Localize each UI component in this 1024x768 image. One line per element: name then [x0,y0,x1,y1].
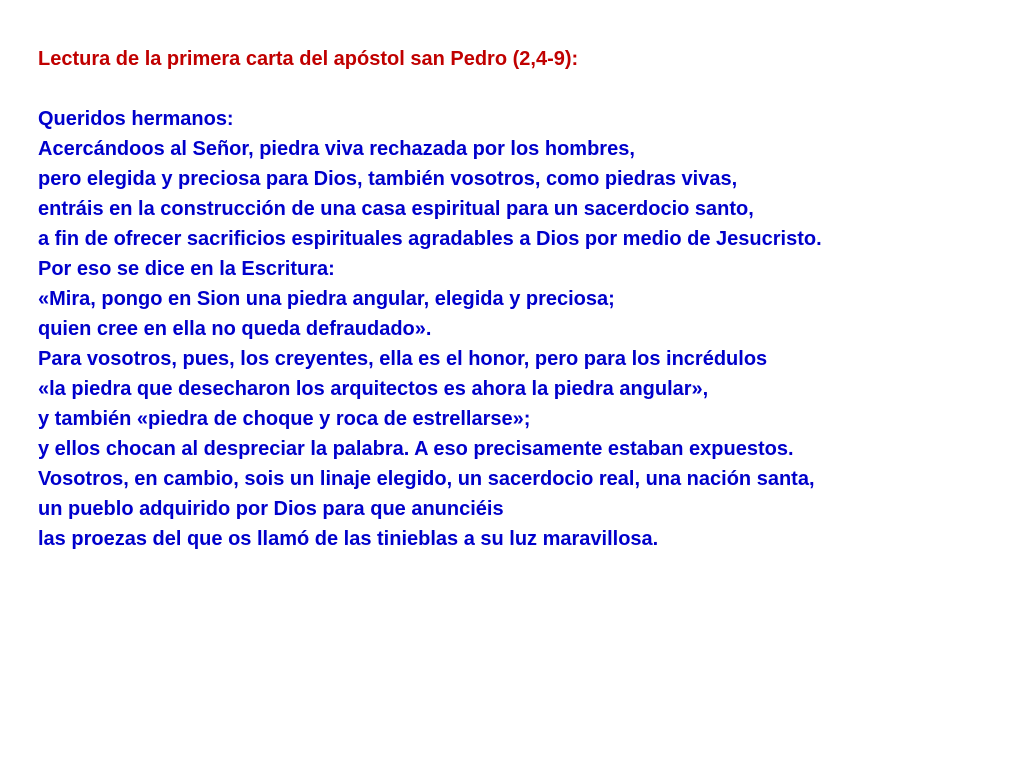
reading-line: quien cree en ella no queda defraudado». [38,318,432,340]
reading-line: «Mira, pongo en Sion una piedra angular, elegida y preciosa; [38,288,615,310]
reading-body [38,104,822,554]
reading-heading: Lectura de la primera carta del apóstol san Pedro (2,4-9): [38,48,579,70]
reading-line: y también «piedra de choque y roca de estrellarse»; [38,408,531,430]
reading-line: Vosotros, en cambio, sois un linaje elegido, un sacerdocio real, una nación santa, [38,468,815,490]
reading-line: Para vosotros, pues, los creyentes, ella es el honor, pero para los incrédulos [38,348,768,370]
reading-line: pero elegida y preciosa para Dios, también vosotros, como piedras vivas, [38,168,738,190]
reading-line: y ellos chocan al despreciar la palabra. A eso precisamente estaban expuestos. [38,438,794,460]
reading-line: a fin de ofrecer sacrificios espirituales agradables a Dios por medio de Jesucristo. [38,228,822,250]
reading-line: las proezas del que os llamó de las tinieblas a su luz maravillosa. [38,528,659,550]
reading-line: Por eso se dice en la Escritura: [38,258,335,280]
reading-line: entráis en la construcción de una casa espiritual para un sacerdocio santo, [38,198,754,220]
reading-line: Queridos hermanos: [38,108,234,130]
reading-line: Acercándoos al Señor, piedra viva rechazada por los hombres, [38,138,635,160]
reading-line: «la piedra que desecharon los arquitectos es ahora la piedra angular», [38,378,709,400]
reading-line: un pueblo adquirido por Dios para que anunciéis [38,498,504,520]
